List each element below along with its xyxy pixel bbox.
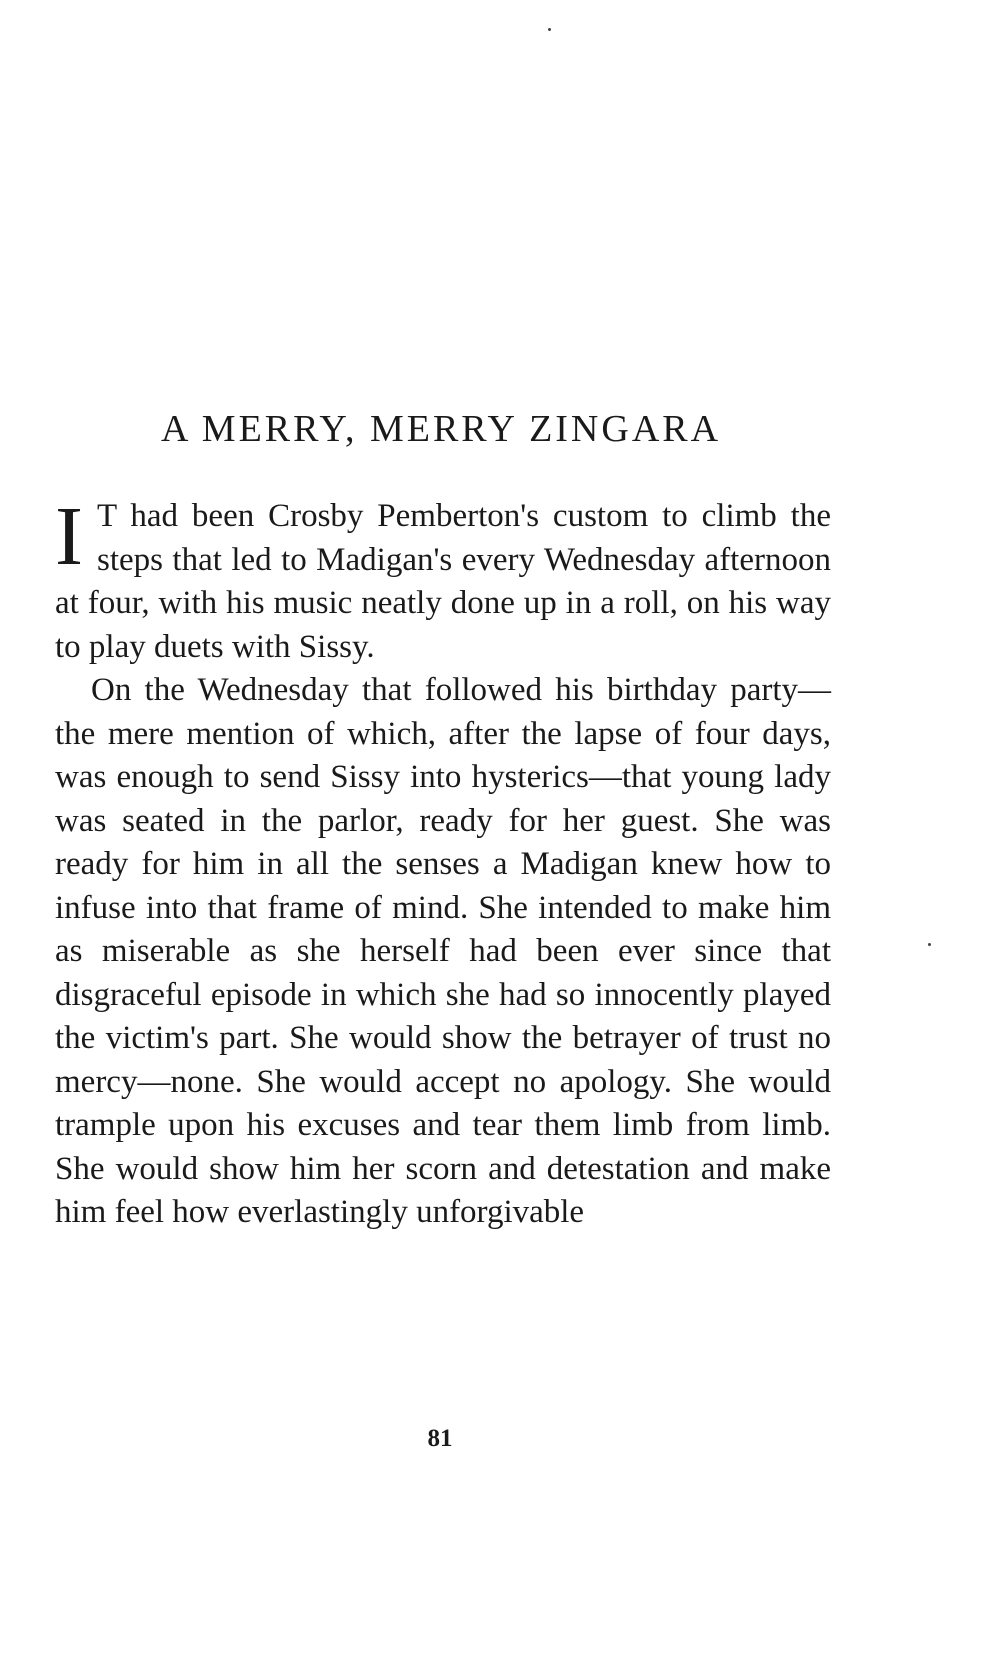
drop-cap: I [55,490,83,583]
print-speck [548,28,551,31]
paragraph-1 [55,490,831,669]
paragraph-1-text: T had been Crosby Pemberton's custom to climb the steps that led to Madigan's every Wednesday afternoon at four, with his music neatly done up in a roll, on his way to play duets with Sissy. [55,498,831,665]
paragraph-2: On the Wednesday that followed his birthday party—the mere mention of which, after the lapse of four days, was enough to send Sissy into hysterics—that young lady was seated in the parlor, ready for her guest. She was ready for him in all the senses a Madigan knew how to infuse into that frame of mind. She intended to make him as miserable as she herself had been ever since that disgraceful episode in which she had so innocently played the victim's part. She would show the betrayer of trust no mercy—none. She would accept no apology. She would trample upon his excuses and tear them limb from limb. She would show him her scorn and detestation and make him feel how everlastingly unforgivable [55,672,831,1230]
chapter-text [55,490,831,1235]
chapter-title: A MERRY, MERRY ZINGARA [160,408,722,450]
page-number: 81 [427,1425,453,1452]
print-speck [928,943,931,946]
